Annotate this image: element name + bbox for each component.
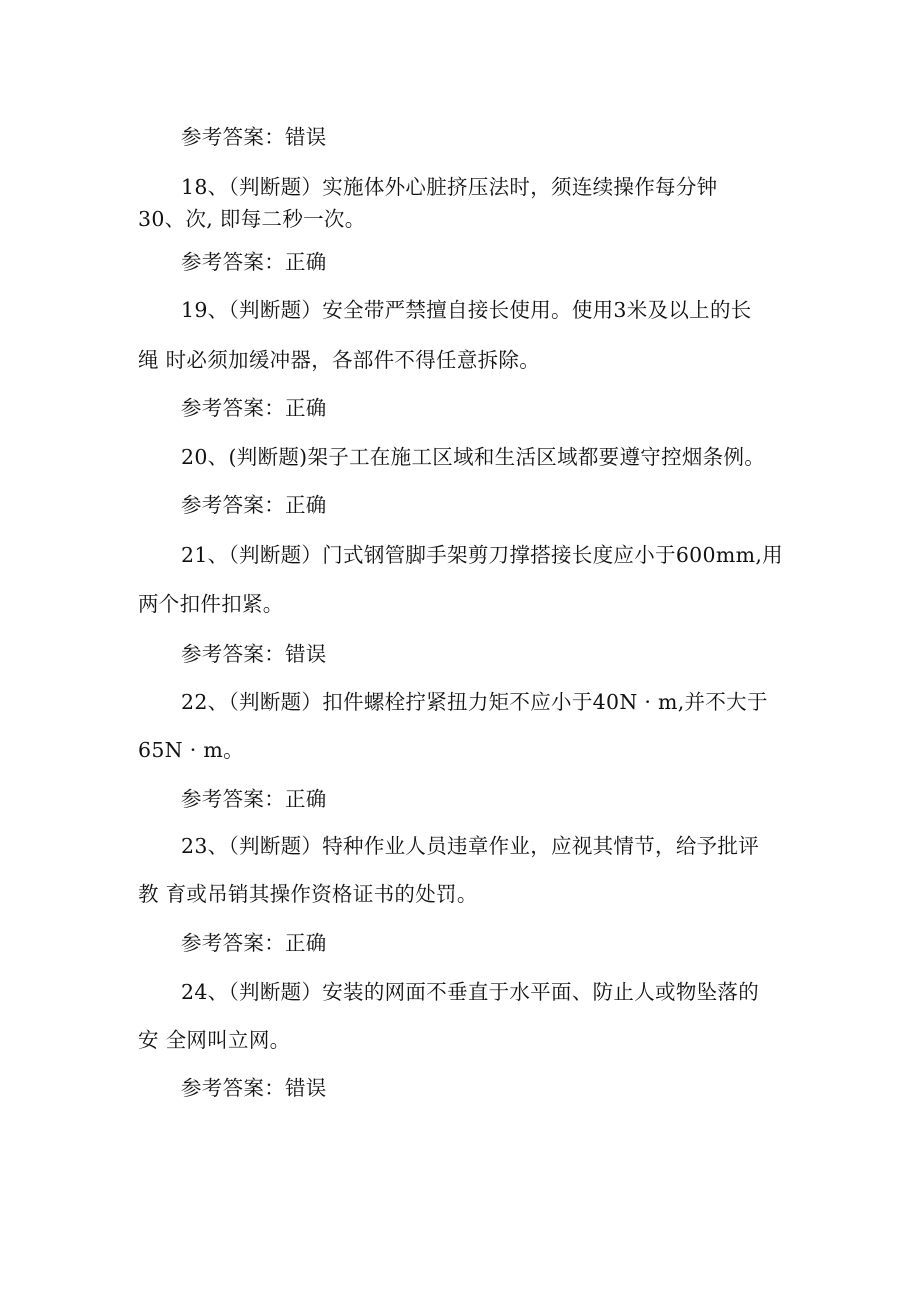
question-22-line-2: 65N · m。 xyxy=(138,738,244,762)
question-21-line-2: 两个扣件扣紧。 xyxy=(138,592,284,616)
answer-line: 参考答案：正确 xyxy=(181,787,327,811)
question-20-line-1: 20、(判断题)架子工在施工区域和生活区域都要遵守控烟条例。 xyxy=(181,445,766,469)
question-18-line-1: 18、（判断题）实施体外心脏挤压法时，须连续操作每分钟 xyxy=(181,175,718,199)
question-24-line-2: 安 全网叫立网。 xyxy=(138,1028,291,1052)
answer-line: 参考答案：错误 xyxy=(181,1076,327,1100)
question-23-line-2: 教 育或吊销其操作资格证书的处罚。 xyxy=(138,882,478,906)
answer-line: 参考答案：正确 xyxy=(181,493,327,517)
answer-line: 参考答案：正确 xyxy=(181,931,327,955)
question-23-line-1: 23、（判断题）特种作业人员违章作业，应视其情节，给予批评 xyxy=(181,834,760,858)
answer-line: 参考答案：错误 xyxy=(181,125,327,149)
question-19-line-1: 19、（判断题）安全带严禁擅自接长使用。使用3米及以上的长 xyxy=(181,298,752,322)
question-24-line-1: 24、（判断题）安装的网面不垂直于水平面、防止人或物坠落的 xyxy=(181,980,760,1004)
question-22-line-1: 22、（判断题）扣件螺栓拧紧扭力矩不应小于40N · m,并不大于 xyxy=(181,690,768,714)
answer-line: 参考答案：错误 xyxy=(181,642,327,666)
question-19-line-2: 绳 时必须加缓冲器，各部件不得任意拆除。 xyxy=(138,348,541,372)
answer-line: 参考答案：正确 xyxy=(181,250,327,274)
question-21-line-1: 21、（判断题）门式钢管脚手架剪刀撑搭接长度应小于600mm,用 xyxy=(181,543,783,567)
answer-line: 参考答案：正确 xyxy=(181,396,327,420)
question-18-line-2: 30、次, 即每二秒一次。 xyxy=(138,207,366,231)
